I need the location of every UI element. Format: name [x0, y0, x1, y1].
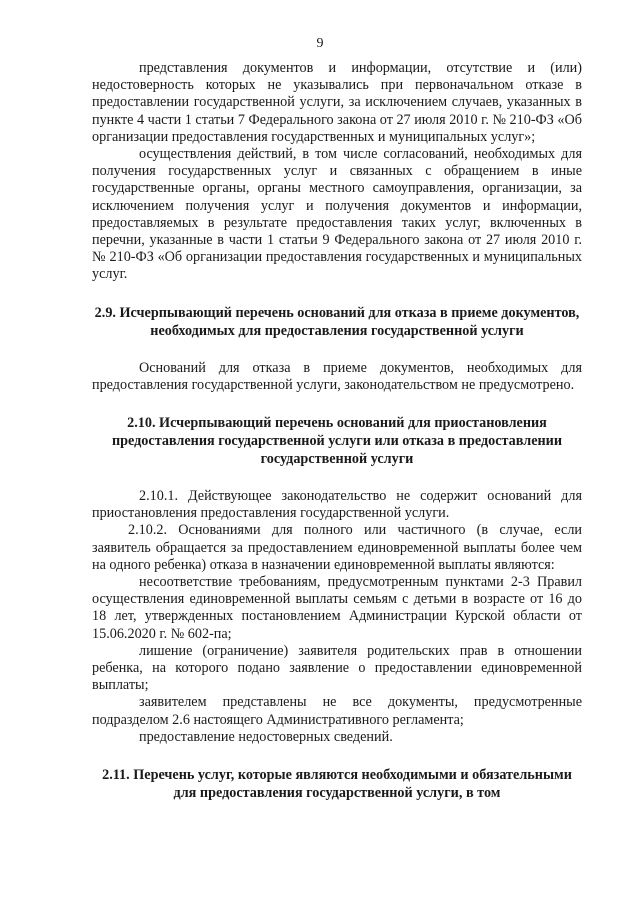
- section-heading-2-10: 2.10. Исчерпывающий перечень оснований для приостановления предоставления государственной услуги или отказа в предоставлении государственной услуги: [111, 415, 563, 468]
- paragraph-incomplete-documents: заявителем представлены не все документы, предусмотренные подразделом 2.6 настоящего Административного регламента;: [92, 694, 582, 728]
- paragraph-false-information: предоставление недостоверных сведений.: [139, 728, 393, 745]
- page-number: 9: [316, 36, 324, 51]
- paragraph-documents-absence: представления документов и информации, отсутствие и (или) недостоверность которых не указывались при первоначальном отказе в предоставлении государственной услуги, за исключением случаев, указанных в пункте 4 части 1 статьи 7 Федерального закона от 27 июля 2010 г. № 210-ФЗ «Об организации предоставления государственных и муниципальных услуг»;: [92, 60, 582, 145]
- paragraph-2-10-2: 2.10.2. Основаниями для полного или частичного (в случае, если заявитель обращается за предоставлением единовременной выплаты более чем на одного ребенка) отказа в назначении единовременной выплаты являются:: [92, 522, 582, 573]
- document-body: [92, 60, 582, 802]
- section-heading-2-9: 2.9. Исчерпывающий перечень оснований для отказа в приеме документов, необходимых для предоставления государственной услуги: [94, 304, 580, 339]
- paragraph-no-refusal-grounds: Оснований для отказа в приеме документов, необходимых для предоставления государственной услуги, законодательством не предусмотрено.: [92, 359, 582, 393]
- paragraph-parental-rights: лишение (ограничение) заявителя родительских прав в отношении ребенка, на которого подано заявление о предоставлении единовременной выплаты;: [92, 642, 582, 694]
- paragraph-2-10-1: 2.10.1. Действующее законодательство не содержит оснований для приостановления предоставления государственной услуги.: [92, 488, 582, 522]
- section-heading-2-11: 2.11. Перечень услуг, которые являются необходимыми и обязательными для предоставления государственной услуги, в том: [102, 767, 572, 802]
- paragraph-actions-approvals: осуществления действий, в том числе согласований, необходимых для получения государственных услуг и связанных с обращением в иные государственные органы, органы местного самоуправления, организации, за исключением получения услуг и получения документов и информации, предоставляемых в результате предоставления таких услуг, включенных в перечни, указанные в части 1 статьи 9 Федерального закона от 27 июля 2010 г. № 210-ФЗ «Об организации предоставления государственных и муниципальных услуг.: [92, 146, 582, 283]
- paragraph-nonconformity: несоответствие требованиям, предусмотренным пунктами 2-3 Правил осуществления единовременной выплаты семьям с детьми в возрасте от 16 до 18 лет, утвержденных постановлением Администрации Курской области от 15.06.2020 г. № 602-па;: [92, 574, 582, 642]
